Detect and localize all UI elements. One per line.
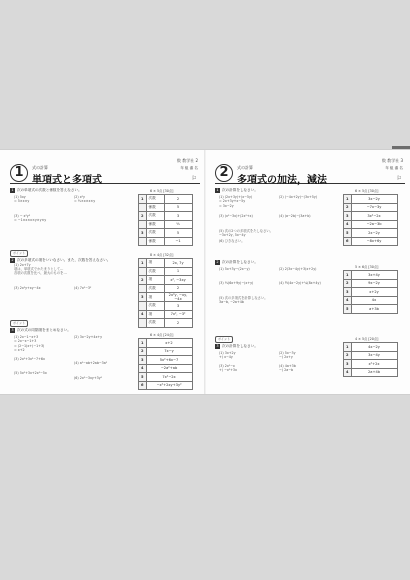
table-cell: 4 <box>139 310 147 319</box>
table-cell: 1 <box>344 195 352 204</box>
table-row <box>139 267 193 276</box>
table-cell <box>139 220 147 229</box>
table-cell: 係数 <box>146 203 164 212</box>
book-gutter <box>204 150 206 394</box>
question-text: 次の計算をしなさい。 <box>222 343 258 348</box>
table-cell: 2 <box>344 203 352 212</box>
table-row <box>344 343 398 352</box>
table-cell: 項 <box>146 310 164 319</box>
table-cell: 5x²+6x−7 <box>146 356 192 365</box>
table-cell: 2 <box>139 212 147 221</box>
table-cell: 5 <box>344 305 352 314</box>
table-cell: 2x, 7y <box>164 259 192 268</box>
table-cell: 2 <box>344 279 352 288</box>
table-cell: 3 <box>164 212 192 221</box>
table-cell: 次数 <box>146 319 164 328</box>
work-line: (1) (2x+3y)+(x−5y) <box>219 195 253 199</box>
work-line: = ⅓×x×x×y <box>74 199 96 204</box>
question-number: 3 <box>11 327 14 332</box>
score-label: 6 × 5点 [30点] <box>150 189 174 193</box>
work-line: (6) 2x²−3xy+3y² <box>74 375 102 380</box>
right-answer-table-1 <box>343 194 398 246</box>
work-line: (2) (−4x+2y)−(3x+5y) <box>279 195 318 199</box>
table-cell: 3 <box>139 229 147 238</box>
work-line: (3) (x²−3x)+(2x²+x) <box>219 214 253 219</box>
table-row <box>139 381 193 390</box>
table-cell: 2x²y, −xy, −4x <box>164 293 192 302</box>
question-text: 次の多項式の項をいいなさい。また，次数を答えなさい。 <box>17 257 111 262</box>
table-cell: −8x+6y <box>351 237 397 246</box>
left-topline: 数 教学社 2 <box>176 158 198 163</box>
left-header <box>10 164 200 184</box>
bottom-background <box>0 395 410 580</box>
table-cell: 9x−2y <box>351 279 397 288</box>
table-row <box>139 259 193 268</box>
table-cell: 3x+4y <box>351 271 397 280</box>
work-line: (5) 5x²+3x+2x²−5x <box>14 371 47 376</box>
table-cell: 2x−2y <box>351 229 397 238</box>
right-answer-table-3 <box>343 342 398 377</box>
table-cell: 7x²−2x <box>146 373 192 382</box>
table-row <box>139 229 193 238</box>
left-answer-table-3 <box>138 338 193 390</box>
table-cell: 次数 <box>146 302 164 311</box>
table-row <box>139 373 193 382</box>
work-line: (3) 2x²y+xy−4x <box>14 285 41 290</box>
point-tag: ポイント <box>10 320 28 327</box>
right-small-title: 式の計算 <box>237 165 253 170</box>
right-topline: 数 教学社 3 <box>381 158 403 163</box>
question-text: 次の計算をしなさい。 <box>222 188 258 192</box>
table-row <box>344 229 398 238</box>
work-line: 各項の次数を比べ，最大のものを… <box>14 271 67 276</box>
question-number: 1 <box>216 188 219 192</box>
left-page-title: 単項式と多項式 <box>32 175 102 186</box>
table-row <box>139 220 193 229</box>
table-cell: 項 <box>146 276 164 285</box>
work-line: (2) 3x−2y+4x+y <box>74 335 103 339</box>
work-line: (3) ⅓(6x+9y)−(x+y) <box>219 281 254 286</box>
right-question-3 <box>215 336 340 373</box>
table-row <box>139 339 193 348</box>
table-row <box>139 364 193 373</box>
work-line: +) x−4y <box>219 355 233 360</box>
table-row <box>344 296 398 305</box>
right-page-title: 多項式の加法，減法 <box>237 175 327 186</box>
table-row <box>139 212 193 221</box>
table-cell: 3x−4y <box>351 351 397 360</box>
book-spread <box>0 149 410 395</box>
table-cell: 4 <box>344 296 352 305</box>
flag-icon: ⚐ <box>191 175 197 182</box>
left-answer-table-1 <box>138 194 193 246</box>
work-line: (1) 5x+3y−(2x−y) <box>219 267 250 271</box>
right-header <box>215 164 405 184</box>
table-cell: 3 <box>344 288 352 297</box>
table-cell: 5 <box>164 229 192 238</box>
table-cell: 次数 <box>146 284 164 293</box>
right-question-2 <box>215 260 340 305</box>
question-text: 次の単項式の次数と係数を答えなさい。 <box>17 188 82 192</box>
table-cell: 1 <box>344 343 352 352</box>
work-line: (2) 2(3x−4y)+3(x+2y) <box>279 267 317 271</box>
table-cell: 項 <box>146 293 164 302</box>
left-small-title: 式の計算 <box>32 165 48 170</box>
right-question-1 <box>215 188 340 244</box>
work-line: (3) 2x²−x <box>219 363 235 368</box>
table-row <box>139 356 193 365</box>
table-cell: 次数 <box>146 229 164 238</box>
work-line: −) 2x+y <box>279 355 293 360</box>
score-label: 6 × 5点 [30点] <box>355 189 379 193</box>
work-line: (1) 3x+2y <box>219 351 236 355</box>
table-cell: x²+2x <box>351 360 397 369</box>
work-line: = x+2 <box>14 348 25 353</box>
question-number: 1 <box>11 188 14 192</box>
left-chapter-number: 1 <box>10 164 28 182</box>
table-cell: 3x−2y <box>351 195 397 204</box>
table-cell <box>139 319 147 328</box>
table-row <box>139 284 193 293</box>
work-line: = (2−1)x+(−1+3) <box>14 343 45 348</box>
table-cell: 2 <box>164 319 192 328</box>
score-label: 5 × 6点 [30点] <box>355 265 379 269</box>
table-cell: 2 <box>164 284 192 293</box>
table-row <box>344 305 398 314</box>
table-cell: 2 <box>164 195 192 204</box>
table-row <box>139 347 193 356</box>
work-line: = 2x+3y+x−5y <box>219 199 246 204</box>
table-cell: 3 <box>139 293 147 302</box>
point-tag: ポイント <box>215 336 233 343</box>
work-line: (1) 2x+7y <box>14 262 31 267</box>
work-line: (2) 5x−3y <box>279 351 296 355</box>
table-cell: 1 <box>164 267 192 276</box>
table-row <box>344 237 398 246</box>
table-cell <box>139 267 147 276</box>
right-page <box>215 160 405 390</box>
table-cell: −2a−3b <box>351 220 397 229</box>
table-row <box>344 271 398 280</box>
table-row <box>139 203 193 212</box>
question-number: 2 <box>11 257 14 262</box>
table-cell: 項 <box>146 259 164 268</box>
table-cell: −2a²+ab <box>146 364 192 373</box>
table-cell: 次数 <box>146 212 164 221</box>
left-question-1 <box>10 188 130 223</box>
right-chapter-number: 2 <box>215 164 233 182</box>
table-row <box>139 293 193 302</box>
top-background <box>0 0 410 149</box>
table-cell: 3 <box>344 360 352 369</box>
table-cell: −7x−3y <box>351 203 397 212</box>
work-line: = 5×x×y <box>14 199 30 204</box>
table-cell: 5 <box>344 229 352 238</box>
score-label: 8 × 4点 [32点] <box>150 253 174 257</box>
table-cell: 2a+4b <box>351 368 397 377</box>
table-cell: x+2y <box>351 288 397 297</box>
table-cell: 係数 <box>146 220 164 229</box>
table-cell: a+3b <box>351 305 397 314</box>
table-cell: 4x−2y <box>351 343 397 352</box>
work-line: (1) 5xy <box>14 195 26 199</box>
table-cell: 3 <box>164 302 192 311</box>
table-cell: 1 <box>344 271 352 280</box>
work-line: (6) ひきなさい。 <box>219 239 245 244</box>
table-row <box>344 212 398 221</box>
table-cell: 4 <box>344 220 352 229</box>
table-cell <box>139 284 147 293</box>
table-row <box>139 195 193 204</box>
table-cell: ⅓ <box>164 220 192 229</box>
left-answer-table-2 <box>138 258 193 328</box>
left-question-3 <box>10 320 135 380</box>
table-cell <box>139 203 147 212</box>
table-cell: 3 <box>344 212 352 221</box>
table-cell: 6 <box>139 381 147 390</box>
work-line: 項は，単項式でかたまりとして… <box>14 267 64 271</box>
table-cell: 5 <box>139 373 147 382</box>
table-cell: 2 <box>139 276 147 285</box>
question-text: 次の式の同類項をまとめなさい。 <box>17 327 71 332</box>
table-cell: 4 <box>344 368 352 377</box>
table-cell: x², −3xy <box>164 276 192 285</box>
table-cell: 1 <box>139 259 147 268</box>
score-label: 4 × 5点 [20点] <box>355 337 379 341</box>
table-cell: 1 <box>139 195 147 204</box>
work-line: (4) 4a+3b <box>279 363 296 368</box>
work-line: −3x+2y, 5x−4y <box>219 233 246 238</box>
table-cell: 1 <box>139 339 147 348</box>
table-cell: 6 <box>344 237 352 246</box>
work-line: (1) 2x−1−x+3 <box>14 335 39 339</box>
left-page <box>10 160 200 390</box>
score-label: 6 × 4点 [24点] <box>150 333 174 337</box>
table-row <box>139 302 193 311</box>
work-line: 3a−b, −2a+4b <box>219 300 244 305</box>
work-line: −) 2a−b <box>279 368 294 373</box>
table-cell: 7x², −3² <box>164 310 192 319</box>
table-cell: 5 <box>164 203 192 212</box>
left-question-2 <box>10 250 135 294</box>
table-cell: −x²+2xy+3y² <box>146 381 192 390</box>
table-cell: 3x²−2x <box>351 212 397 221</box>
work-line: (2) x²y <box>74 195 85 199</box>
table-cell: 次数 <box>146 267 164 276</box>
table-row <box>344 220 398 229</box>
table-cell <box>139 237 147 246</box>
work-line: = 2x−x−1+3 <box>14 339 37 344</box>
work-line: (3) − x²y³ <box>14 213 31 218</box>
flag-icon: ⚐ <box>396 175 402 182</box>
work-line: (3) 2x²+3x²−7+6x <box>14 356 45 361</box>
table-row <box>344 195 398 204</box>
table-cell: 7x−y <box>146 347 192 356</box>
right-answer-table-2 <box>343 270 398 314</box>
question-text: 次の計算をしなさい。 <box>222 260 258 264</box>
table-cell <box>139 302 147 311</box>
left-name-field: 年 組 番 名 <box>180 166 198 170</box>
table-row <box>139 310 193 319</box>
table-cell: 2 <box>139 347 147 356</box>
work-line: = −1×x×x×y×y×y <box>14 218 47 223</box>
work-line: (5) 次の多項式を計算しなさい。 <box>219 295 268 300</box>
table-cell: x+2 <box>146 339 192 348</box>
table-cell: 次数 <box>146 195 164 204</box>
table-row <box>139 319 193 328</box>
table-cell: 4 <box>139 364 147 373</box>
table-row <box>344 203 398 212</box>
table-cell: 2 <box>344 351 352 360</box>
work-line: = 3x−2y <box>219 203 234 208</box>
table-row <box>139 276 193 285</box>
table-row <box>344 279 398 288</box>
work-line: +) −x²+3x <box>219 368 237 373</box>
work-line: (5) 次の2つの多項式をたしなさい。 <box>219 228 273 233</box>
work-line: (4) (a−2b)−(3a+b) <box>279 214 311 219</box>
table-cell: 4x <box>351 296 397 305</box>
table-row <box>344 360 398 369</box>
point-tag: ポイント <box>10 250 28 257</box>
table-row <box>139 237 193 246</box>
question-number: 2 <box>216 260 219 264</box>
table-row <box>344 288 398 297</box>
right-name-field: 年 組 番 名 <box>385 166 403 170</box>
table-cell: 3 <box>139 356 147 365</box>
question-number: 3 <box>216 343 219 348</box>
table-row <box>344 351 398 360</box>
work-line: (4) a²−ab+2ab−3a² <box>74 361 108 366</box>
table-cell: −1 <box>164 237 192 246</box>
table-cell: 係数 <box>146 237 164 246</box>
work-line: (4) 7x²−3² <box>74 285 92 290</box>
table-row <box>344 368 398 377</box>
work-line: (4) ½(4x−2y)+¼(8x+4y) <box>279 281 321 286</box>
